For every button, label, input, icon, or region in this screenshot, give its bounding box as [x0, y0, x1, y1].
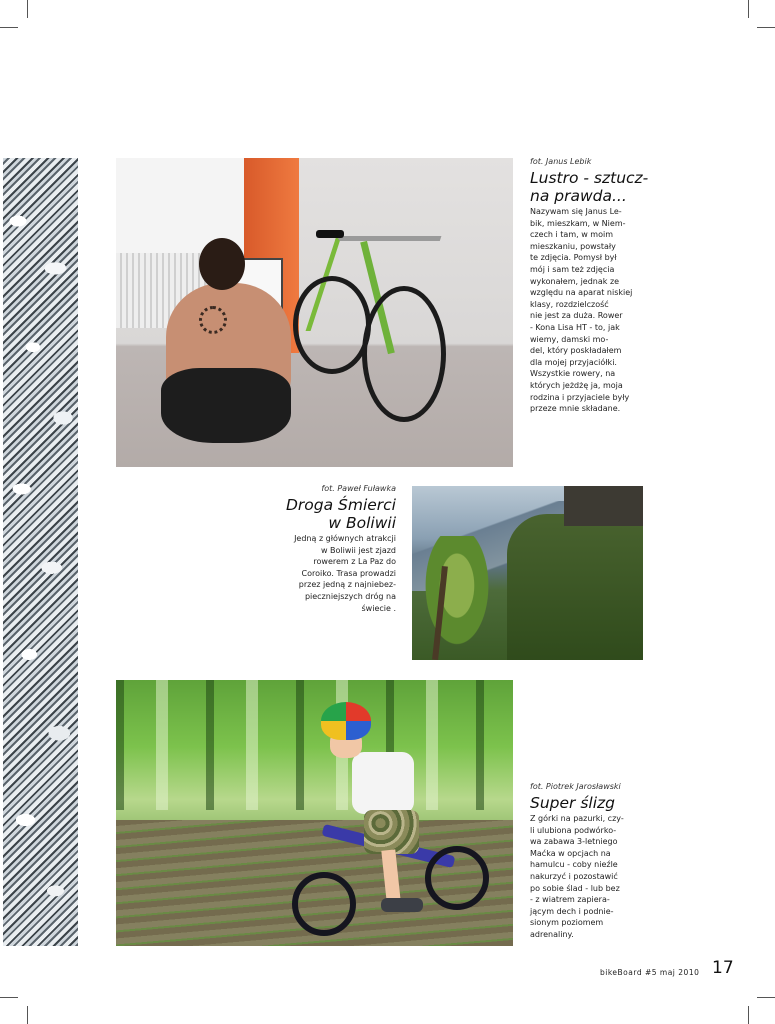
caption-super-slide-story — [530, 782, 650, 941]
body-line: Jedną z głównych atrakcji — [294, 534, 396, 543]
rock-overhang — [564, 486, 643, 526]
body-line: wiemy, damski mo- — [530, 334, 609, 344]
photo-credit: fot. Janus Lebik — [530, 157, 592, 166]
crop-mark — [0, 27, 18, 28]
photo-credit: fot. Paweł Fuławka — [321, 484, 396, 493]
photo-death-road — [412, 486, 643, 660]
body-line: jącym dech i podnie- — [530, 906, 614, 916]
balance-bike-rear-wheel — [425, 846, 489, 910]
body-line: li ulubiona podwórko- — [530, 825, 617, 835]
body-line: rowerem z La Paz do — [313, 557, 396, 567]
body-line: pieczniejszych dróg na — [304, 591, 396, 601]
crop-mark — [27, 0, 28, 18]
body-line: klasy, rozdzielczość — [530, 299, 609, 309]
kid-shoe — [381, 898, 423, 912]
title-line: Droga Śmierci — [285, 496, 396, 514]
photo-credit: fot. Piotrek Jarosławski — [530, 782, 621, 791]
title-line: Super ślizg — [530, 794, 616, 812]
body-line: Coroiko. Trasa prowadzi — [301, 568, 396, 578]
sun-tattoo — [199, 306, 227, 334]
body-line: rodzina i przyjaciele były — [530, 392, 630, 402]
title-line: Lustro - sztucz- — [530, 169, 649, 187]
story-body — [530, 813, 650, 941]
motion-blur-trees — [116, 680, 513, 810]
crop-mark — [748, 0, 749, 18]
body-line: świecie . — [361, 603, 396, 613]
crop-mark — [757, 997, 775, 998]
tree-canopy — [417, 536, 497, 660]
crop-mark — [757, 27, 775, 28]
body-line: sionym poziomem — [530, 918, 604, 928]
story-title — [530, 794, 650, 812]
crop-mark — [0, 997, 18, 998]
body-line: del, który poskładałem — [530, 346, 622, 356]
green-cliff — [507, 514, 643, 660]
body-line: których jeżdżę ja, moja — [530, 380, 623, 390]
story-body — [270, 533, 396, 614]
bike-seat — [316, 230, 344, 238]
body-line: wa zabawa 3-letniego — [530, 837, 618, 847]
body-line: adrenaliny. — [530, 929, 574, 939]
body-line: - Kona Lisa HT - to, jak — [530, 322, 620, 332]
body-line: względu na aparat niskiej — [530, 288, 633, 298]
man-pants — [161, 368, 291, 443]
body-line: nie jest za duża. Rower — [530, 311, 623, 321]
body-line: w Boliwii jest zjazd — [320, 545, 396, 555]
body-line: Wszystkie rowery, na — [530, 369, 616, 379]
story-title — [270, 496, 396, 532]
body-line: po sobie ślad - lub bez — [530, 883, 620, 893]
story-body — [530, 206, 650, 415]
body-line: mieszkaniu, powstały — [530, 241, 616, 251]
caption-death-road-story — [270, 484, 396, 614]
magazine-footer: bikeBoard #5 maj 2010 — [600, 968, 700, 977]
body-line: przeze mnie składane. — [530, 404, 621, 414]
body-line: mój i sam też zdjęcia — [530, 264, 615, 274]
title-line: na prawda... — [530, 187, 627, 205]
body-line: bik, mieszkam, w Niem- — [530, 218, 626, 228]
balance-bike-front-wheel — [292, 872, 356, 936]
body-line: Maćka w opcjach na — [530, 848, 611, 858]
body-line: przez jedną z najniebez- — [298, 580, 396, 590]
photo-mirror-bike — [116, 158, 513, 467]
body-line: wykonałem, jednak ze — [530, 276, 620, 286]
story-title — [530, 169, 650, 205]
kid-shirt — [352, 752, 414, 814]
kid-camo-shorts — [364, 810, 419, 854]
body-line: nakurzyć i pozostawić — [530, 871, 618, 881]
bike-front-wheel — [362, 286, 446, 422]
kid-helmet — [321, 702, 371, 740]
body-line: czech i tam, w moim — [530, 230, 614, 240]
crop-mark — [748, 1006, 749, 1024]
body-line: - z wiatrem zapiera- — [530, 895, 610, 905]
winter-forest-strip-image — [3, 158, 78, 946]
caption-mirror-story — [530, 157, 650, 415]
bike-rear-wheel — [293, 276, 371, 374]
body-line: Z górki na pazurki, czy- — [530, 814, 624, 823]
page-number: 17 — [712, 958, 734, 978]
man-head — [199, 238, 245, 290]
title-line: w Boliwii — [328, 514, 396, 532]
photo-kid-balance-bike — [116, 680, 513, 946]
body-line: hamulcu - coby nieźle — [530, 860, 618, 870]
body-line: Nazywam się Janus Le- — [530, 207, 622, 216]
crop-mark — [27, 1006, 28, 1024]
body-line: te zdjęcia. Pomysł był — [530, 253, 617, 263]
body-line: dla mojej przyjaciółki. — [530, 357, 617, 367]
